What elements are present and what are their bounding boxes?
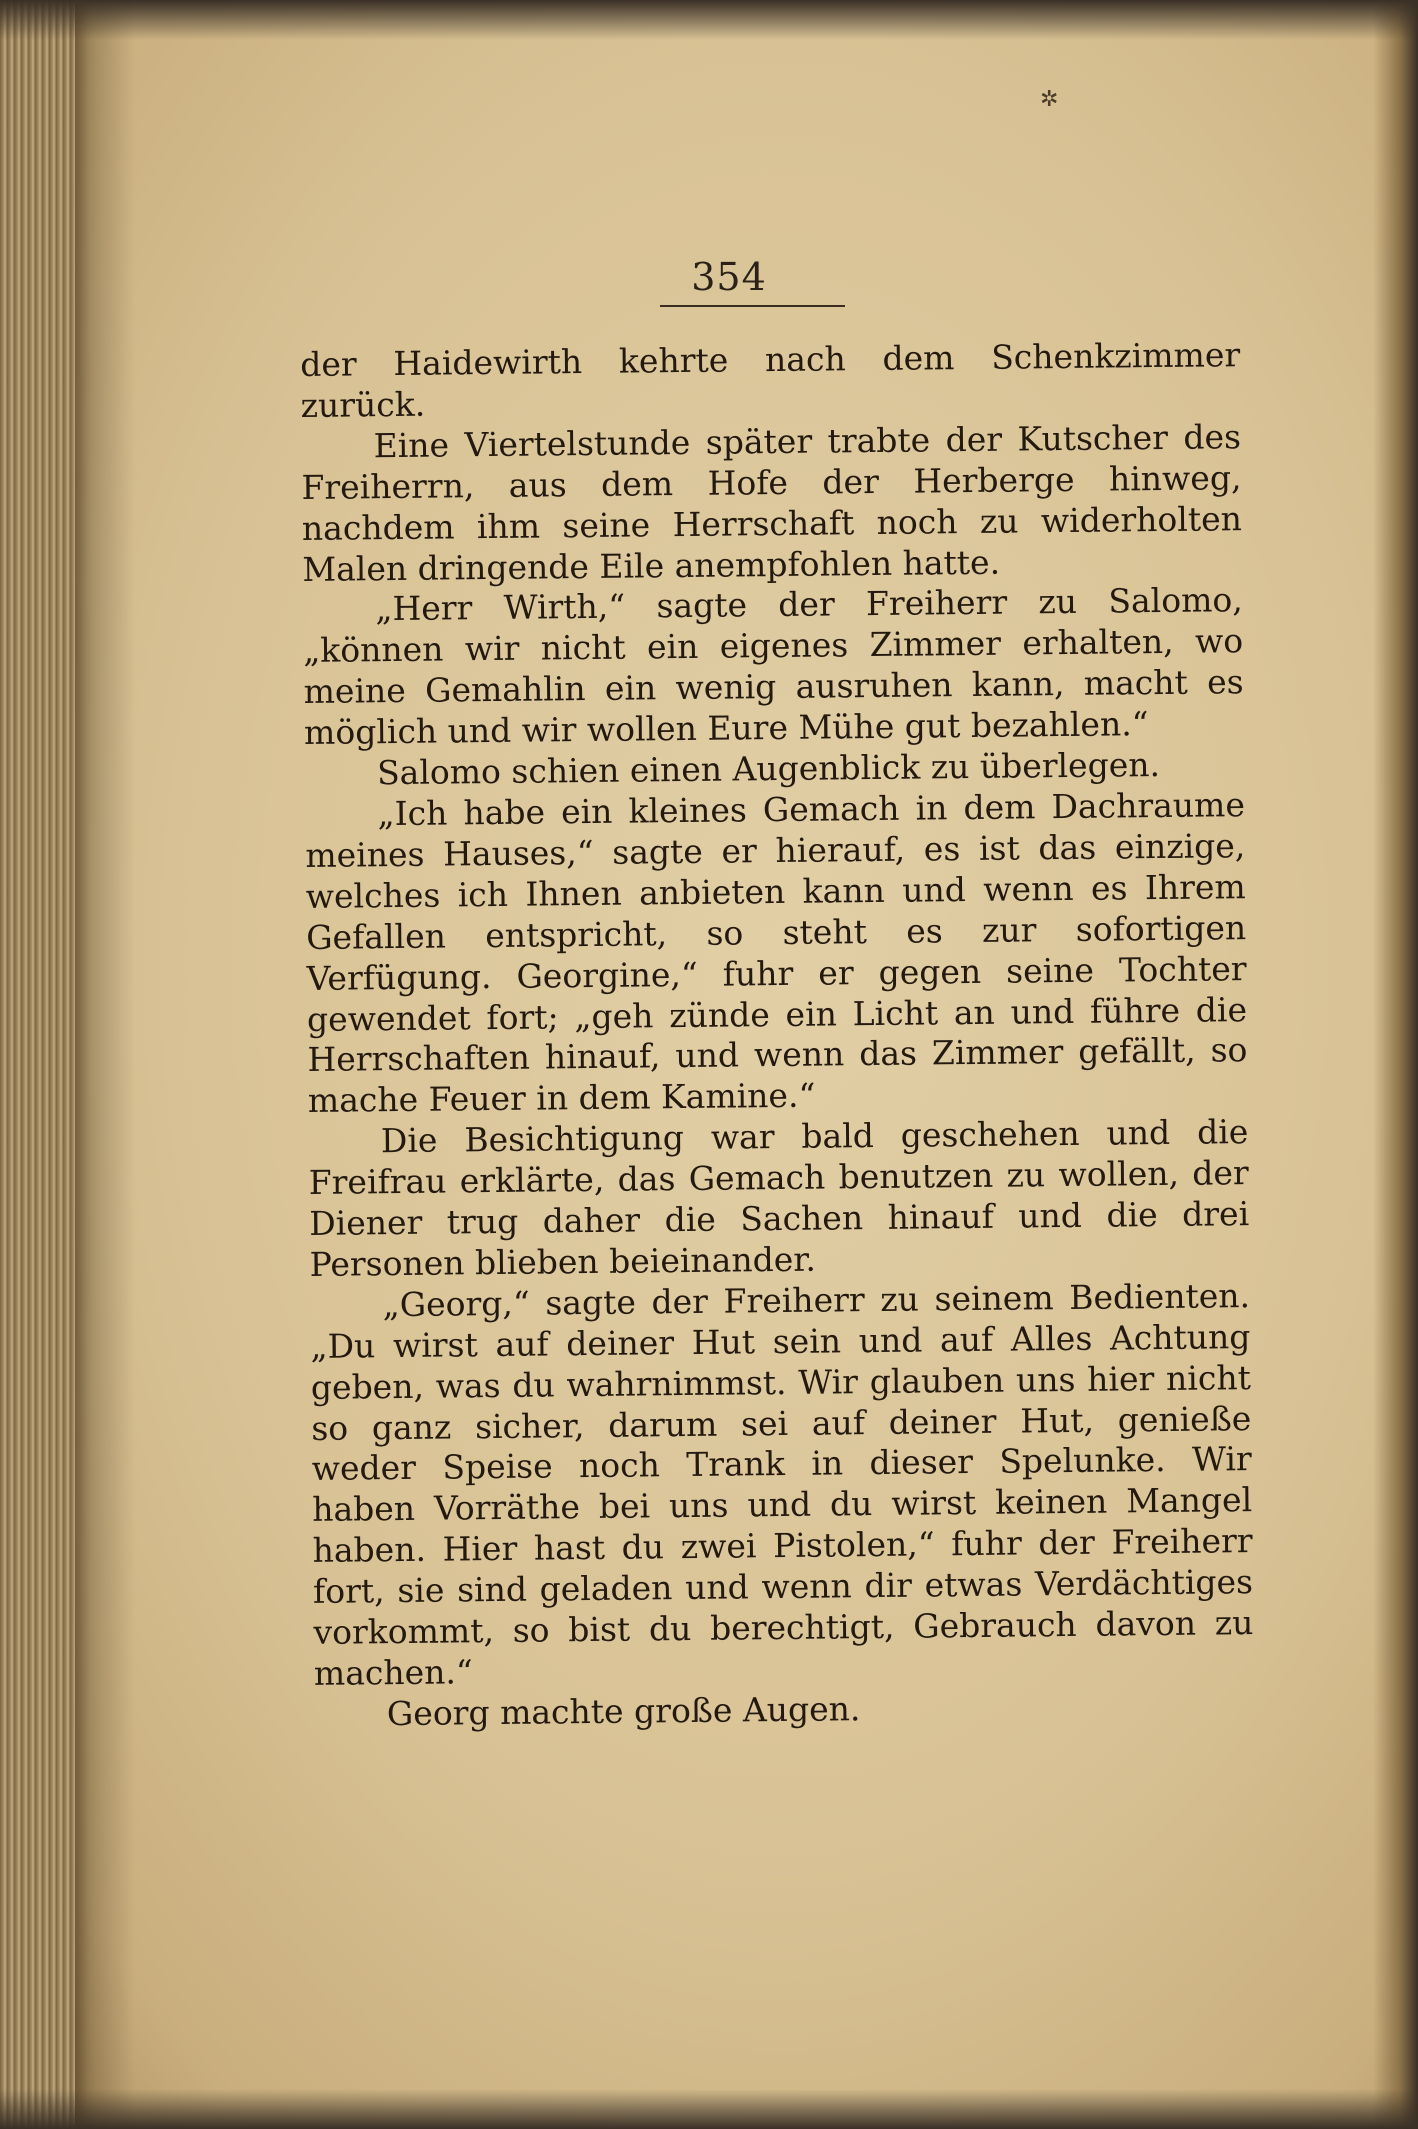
paragraph: Die Besichtigung war bald geschehen und die Freifrau erklärte, das Gemach benutzen zu wollen, der Diener trug daher die Sachen hinauf und die drei Personen blieben beieinander. (308, 1112, 1250, 1284)
bottom-page-edge (0, 2089, 1418, 2129)
spine-shadow (75, 0, 135, 2129)
paragraph: Georg machte große Augen. (386, 1689, 861, 1734)
paragraph: „Georg,“ sagte der Freiherr zu seinem Bedienten. „Du wirst auf deiner Hut sein und auf Alles Achtung geben, was du wahrnimmst. Wir glauben uns hier nicht so ganz sicher, darum sei auf deiner Hut, genieße weder Speise noch Trank in dieser Spelunke. Wir haben Vorräthe bei uns und du wirst keinen Mangel haben. Hier hast du zwei Pistolen,“ fuhr der Freiherr fort, sie sind geladen und wenn dir etwas Verdächtiges vorkommt, so bist du berechtigt, Gebrauch davon zu machen.“ (310, 1275, 1254, 1693)
paragraph: „Herr Wirth,“ sagte der Freiherr zu Salomo, „können wir nicht ein eigenes Zimmer erhalten, wo meine Gemahlin ein wenig ausruhen kann, macht es möglich und wir wollen Eure Mühe gut bezahlen.“ (302, 580, 1244, 753)
right-page-edge (1373, 0, 1418, 2129)
ink-speck-mark: ✲ (1040, 87, 1059, 112)
paragraph: „Ich habe ein kleines Gemach in dem Dachraume meines Hauses,“ sagte er hierauf, es ist das einzige, welches ich Ihnen anbieten kann und wenn es Ihrem Gefallen entspricht, so steht es zur sofortigen Verfügung. Georgine,“ fuhr er gegen seine Tochter gewendet fort; „geh zünde ein Licht an und führe die Herrschaften hinauf, und wenn das Zimmer gefällt, so mache Feuer in dem Kamine.“ (305, 785, 1248, 1121)
paragraph: Eine Viertelstunde später trabte der Kutscher des Freiherrn, aus dem Hofe der Herberge hinweg, nachdem ihm seine Herrschaft noch zu widerholten Malen dringende Eile anempfohlen hatte. (301, 416, 1243, 589)
body-text (300, 335, 1255, 1736)
paragraph: Salomo schien einen Augenblick zu überlegen. (376, 745, 1161, 793)
page-edges (0, 0, 75, 2129)
page-number: 354 (691, 255, 767, 299)
page-number-rule (660, 305, 845, 307)
paragraph: der Haidewirth kehrte nach dem Schenkzimmer zurück. (300, 335, 1241, 425)
top-page-edge (0, 0, 1418, 40)
